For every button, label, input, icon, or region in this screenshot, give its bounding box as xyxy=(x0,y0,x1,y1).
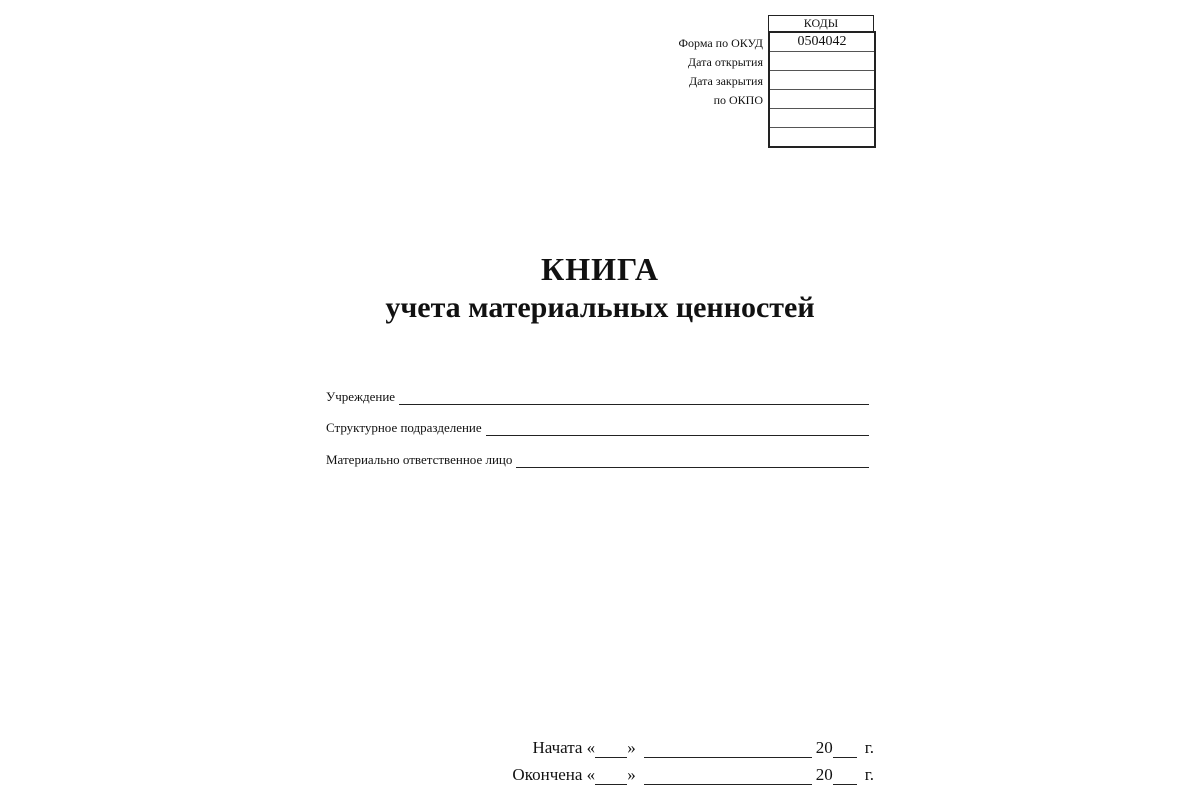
codes-cell-open-date[interactable] xyxy=(770,52,874,71)
codes-cell-okpo[interactable] xyxy=(770,90,874,109)
codes-labels xyxy=(600,34,763,110)
codes-label-open-date: Дата открытия xyxy=(687,55,763,69)
department-input-line[interactable] xyxy=(486,419,869,436)
started-quote-close: » xyxy=(627,738,636,757)
started-year-blank[interactable] xyxy=(833,739,857,758)
responsible-person-label: Материально ответственное лицо xyxy=(326,452,513,467)
institution-label: Учреждение xyxy=(326,389,396,404)
document-title: КНИГА xyxy=(541,251,659,287)
ended-month-blank[interactable] xyxy=(644,766,812,785)
started-day-blank[interactable] xyxy=(595,739,627,758)
institution-input-line[interactable] xyxy=(399,388,869,405)
ended-quote-close: » xyxy=(627,765,636,784)
codes-table xyxy=(768,31,876,148)
codes-label-okud: Форма по ОКУД xyxy=(678,36,763,50)
responsible-person-field xyxy=(326,451,869,468)
started-year-prefix: 20 xyxy=(815,738,833,757)
started-label: Начата « xyxy=(532,738,596,757)
ended-year-blank[interactable] xyxy=(833,766,857,785)
ended-date-row xyxy=(512,765,874,785)
codes-label-close-date: Дата закрытия xyxy=(688,74,763,88)
codes-header: КОДЫ xyxy=(768,15,874,31)
ended-year-prefix: 20 xyxy=(815,765,833,784)
codes-label-okpo: по ОКПО xyxy=(713,93,763,107)
institution-field xyxy=(326,388,869,405)
started-date-row xyxy=(532,738,874,758)
department-field xyxy=(326,419,869,436)
document-subtitle: учета материальных ценностей xyxy=(385,291,815,324)
responsible-person-input-line[interactable] xyxy=(516,451,869,468)
ended-day-blank[interactable] xyxy=(595,766,627,785)
ended-label: Окончена « xyxy=(512,765,596,784)
started-month-blank[interactable] xyxy=(644,739,812,758)
department-label: Структурное подразделение xyxy=(326,420,482,435)
codes-cell-extra-2[interactable] xyxy=(770,128,874,146)
ended-year-suffix: г. xyxy=(864,765,874,784)
codes-cell-okud[interactable]: 0504042 xyxy=(770,33,874,52)
codes-cell-close-date[interactable] xyxy=(770,71,874,90)
started-year-suffix: г. xyxy=(864,738,874,757)
codes-cell-extra-1[interactable] xyxy=(770,109,874,128)
